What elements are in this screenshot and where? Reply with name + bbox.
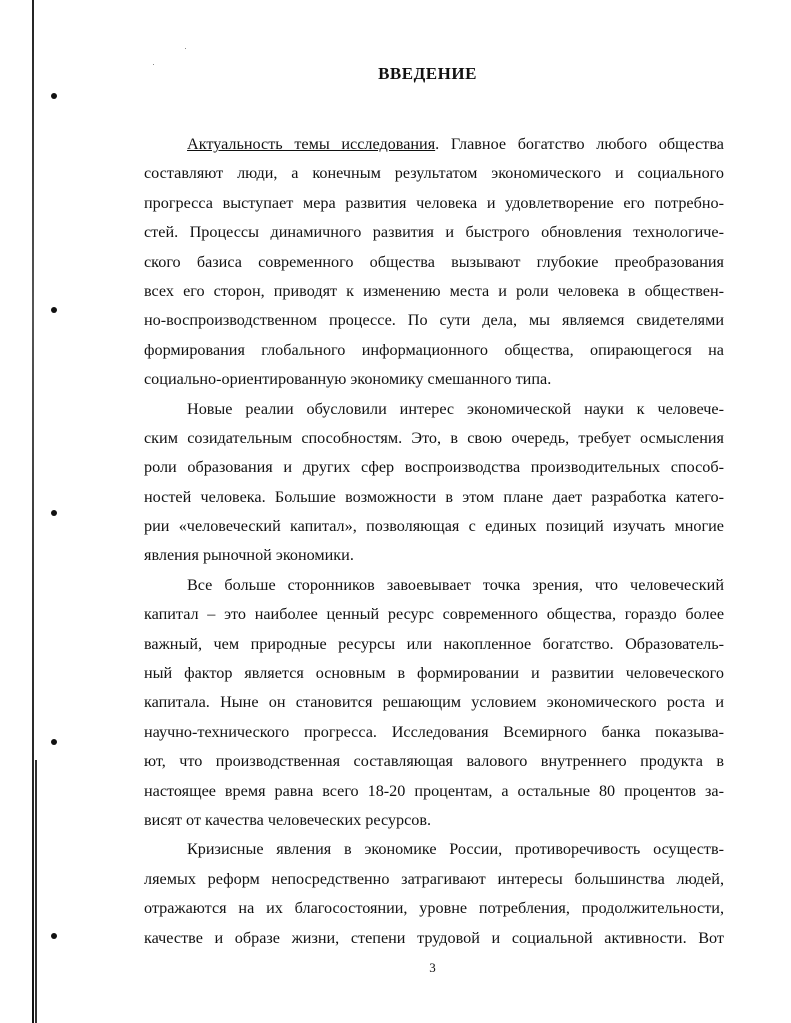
text-line: ского базиса современного общества вызывают глубокие преобразования: [144, 252, 724, 271]
text-line: ляемых реформ непосредственно затрагивают интересы большинства людей,: [144, 869, 724, 888]
text-line: ют, что производственная составляющая валового внутреннего продукта в: [144, 752, 724, 771]
text-line: всех его сторон, приводят к изменению места и роли человека в обществен-: [144, 281, 724, 300]
text-line: но-воспроизводственном процессе. По сути дела, мы являемся свидетелями: [144, 311, 724, 330]
page-title: ВВЕДЕНИЕ: [378, 64, 477, 83]
binder-hole-mark: [51, 933, 57, 939]
text-line: роли образования и других сфер воспроизводства производительных способ-: [144, 458, 724, 477]
text-line: прогресса выступает мера развития человека и удовлетворение его потребно-: [144, 193, 724, 212]
text-line: формирования глобального информационного общества, опирающегося на: [144, 340, 724, 359]
text-line-content: . Главное богатство любого общества: [435, 135, 724, 153]
text-line: Все больше сторонников завоевывает точка зрения, что человеческий: [187, 575, 724, 594]
body-text: [144, 130, 724, 953]
text-line: капитала. Ныне он становится решающим условием экономического роста и: [144, 693, 724, 712]
text-line: составляют люди, а конечным результатом экономического и социального: [144, 164, 724, 183]
binder-hole-mark: [51, 510, 57, 516]
text-line: капитал – это наиболее ценный ресурс современного общества, гораздо более: [144, 605, 724, 624]
text-line: явления рыночной экономики.: [144, 546, 354, 565]
text-line: Новые реалии обусловили интерес экономической науки к человече-: [187, 399, 724, 418]
text-line: настоящее время равна всего 18-20 процентам, а остальные 80 процентов за-: [144, 781, 724, 800]
scan-edge-line: [32, 0, 34, 1023]
page-number: 3: [429, 960, 436, 975]
text-line: социально-ориентированную экономику смешанного типа.: [144, 370, 552, 389]
text-line: ским созидательным способностям. Это, в свою очередь, требует осмысления: [144, 428, 724, 447]
text-line: отражаются на их благосостоянии, уровне потребления, продолжительности,: [144, 899, 724, 918]
binder-hole-mark: [51, 307, 57, 313]
text-line: качестве и образе жизни, степени трудовой и социальной активности. Вот: [144, 928, 724, 947]
text-line: висят от качества человеческих ресурсов.: [144, 810, 432, 829]
scan-edge-line-lower: [35, 760, 37, 1023]
scan-speck: [185, 48, 186, 49]
text-line: ностей человека. Большие возможности в этом плане дает разработка катего-: [144, 487, 724, 506]
text-line: научно-технического прогресса. Исследования Всемирного банка показыва-: [144, 722, 724, 741]
binder-hole-mark: [51, 93, 57, 99]
text-line: Кризисные явления в экономике России, противоречивость осуществ-: [187, 840, 724, 859]
section-heading-underlined: Актуальность темы исследования: [187, 135, 436, 153]
text-line: ный фактор является основным в формировании и развитии человеческого: [144, 664, 724, 683]
binder-hole-mark: [51, 739, 57, 745]
text-line: рии «человеческий капитал», позволяющая с единых позиций изучать многие: [144, 517, 724, 536]
text-line: важный, чем природные ресурсы или накопленное богатство. Образователь-: [144, 634, 724, 653]
text-line: стей. Процессы динамичного развития и быстрого обновления технологиче-: [144, 223, 724, 242]
text-line: [144, 130, 724, 159]
